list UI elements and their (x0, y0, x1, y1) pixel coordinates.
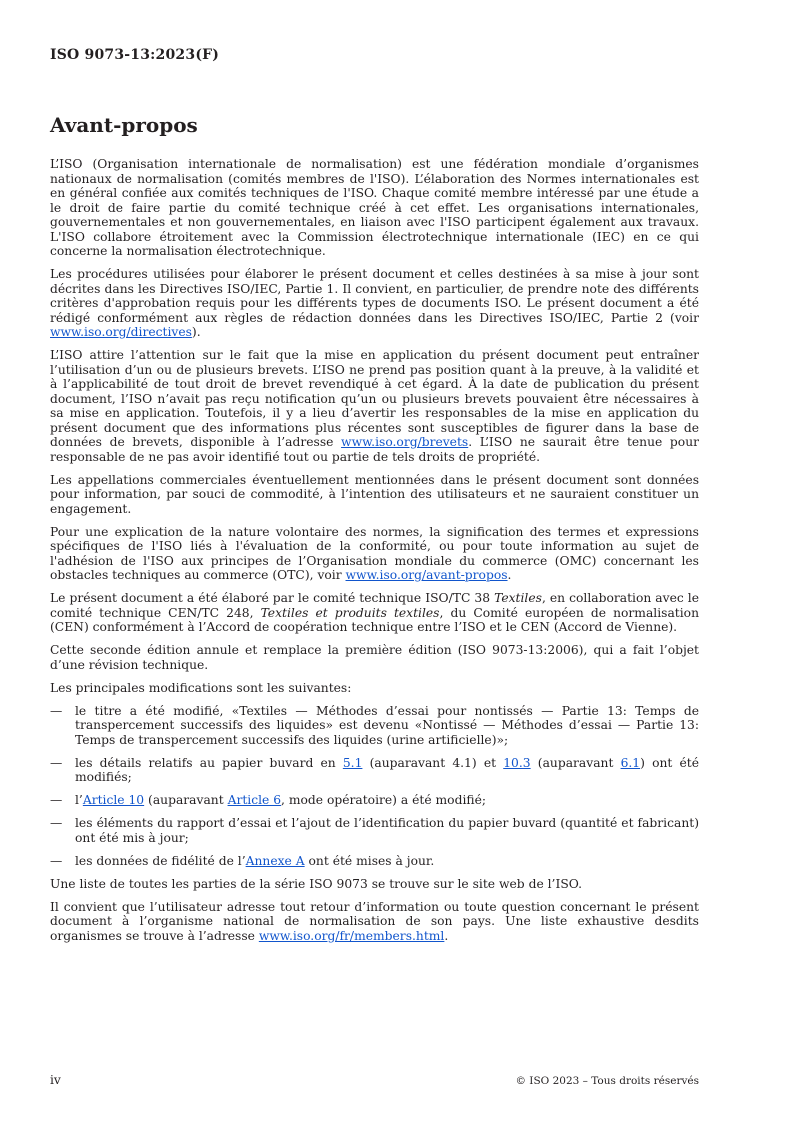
list-item-text (75, 854, 699, 869)
paragraph-voluntary-nature (50, 525, 699, 583)
foreword-link[interactable]: www.iso.org/avant-propos (345, 568, 508, 582)
paragraph-committee (50, 591, 699, 635)
paragraph-trade-names: Les appellations commerciales éventuellement mentionnées dans le présent document sont données pour information, par souci de commodité, à l’intention des utilisateurs et ne sauraient constituer un engagement. (50, 472, 699, 516)
patents-link[interactable]: www.iso.org/brevets (341, 435, 469, 449)
list-text-part: , mode opératoire) a été modifié; (281, 793, 487, 807)
clause-6-1-link[interactable]: 6.1 (620, 755, 641, 770)
members-link[interactable]: www.iso.org/fr/members.html (258, 928, 445, 943)
list-item-text (75, 756, 699, 785)
document-id: ISO 9073-13:2023(F) (50, 47, 220, 63)
paragraph-text: ). (191, 325, 201, 339)
paragraph-procedures (50, 267, 699, 340)
list-dash: — (50, 793, 63, 807)
clause-10-3-link[interactable]: 10.3 (503, 755, 531, 770)
list-dash: — (50, 755, 63, 770)
list-text-part: les données de fidélité de l’ (75, 853, 246, 868)
page-number: iv (50, 1073, 61, 1087)
paragraph-edition: Cette seconde édition annule et remplace la première édition (ISO 9073-13:2006), qui a fait l’objet d’une révision technique. (50, 643, 699, 672)
list-item (50, 793, 699, 808)
clause-5-1-link[interactable]: 5.1 (342, 755, 363, 770)
list-item (50, 854, 699, 869)
paragraph-text: Pour une explication de la nature volontaire des normes, la signification des termes et expressions spécifiques de l'ISO liés à l'évaluation de la conformité, ou pour toute information au sujet de l'adhésion de l'ISO aux principes de l’Organisation mondiale du commerce (OMC) concernant les obstacles techniques au commerce (OTC), voir (50, 524, 699, 582)
list-text-part: (auparavant 4.1) et (362, 755, 504, 770)
list-text-part: l’ (75, 793, 83, 807)
list-dash: — (50, 853, 63, 868)
list-text-part: (auparavant (144, 793, 228, 807)
committee-name: Textiles et produits textiles (260, 605, 440, 620)
paragraph-feedback (50, 900, 699, 944)
foreword-body (50, 157, 699, 952)
paragraph-text: Le présent document a été élaboré par le comité technique ISO/TC 38 (50, 591, 495, 605)
list-item (50, 704, 699, 748)
paragraph-text: L’ISO attire l’attention sur le fait que la mise en application du présent document peut entraîner l’utilisation d’un ou de plusieurs brevets. L’ISO ne prend pas position quant à la preuve, à la validité et à l’applicabilité de tout droit de brevet revendiqué à cet égard. À la date de publication du présent document, l’ISO n’avait pas reçu notification qu’un ou plusieurs brevets pouvaient être nécessaires à sa mise en application. Toutefois, il y a lieu d’avertir les responsables de la mise en application du présent document que des informations plus récentes sont susceptibles de figurer dans la base de données de brevets, disponible à l’adresse (50, 348, 699, 449)
annex-a-link[interactable]: Annexe A (245, 853, 305, 868)
list-item-text (75, 793, 699, 808)
paragraph-changes-intro: Les principales modifications sont les suivantes: (50, 680, 352, 695)
list-text-part: (auparavant (530, 755, 621, 770)
paragraph-patents (50, 348, 699, 464)
list-item-text: les éléments du rapport d’essai et l’ajout de l’identification du papier buvard (quantité et fabricant) ont été mis à jour; (75, 816, 699, 845)
paragraph-iso-intro: L’ISO (Organisation internationale de normalisation) est une fédération mondiale d’organismes nationaux de normalisation (comités membres de l'ISO). L’élaboration des Normes internationales est en général confiée aux comités techniques de l'ISO. Chaque comité membre intéressé par une étude a le droit de faire partie du comité technique créé à cet effet. Les organisations internationales, gouvernementales et non gouvernementales, en liaison avec l'ISO participent également aux travaux. L'ISO collabore étroitement avec la Commission électrotechnique internationale (IEC) en ce qui concerne la normalisation électrotechnique. (50, 157, 699, 258)
list-dash: — (50, 703, 63, 718)
paragraph-text: , en collaboration avec le comité technique CEN/TC 248, (50, 591, 699, 620)
paragraph-text: . (444, 928, 449, 943)
committee-name: Textiles (494, 591, 542, 605)
list-item (50, 816, 699, 845)
paragraph-text: , du Comité européen de normalisation (CEN) conformément à l’Accord de coopération technique entre l’ISO et le CEN (Accord de Vienne). (50, 605, 699, 634)
page-title: Avant-propos (50, 113, 198, 137)
list-text-part: ont été mises à jour. (304, 853, 435, 868)
paragraph-text: . (507, 568, 512, 582)
directives-link[interactable]: www.iso.org/directives (50, 325, 192, 339)
paragraph-series-list: Une liste de toutes les parties de la série ISO 9073 se trouve sur le site web de l’ISO. (50, 876, 583, 891)
list-text-part: les détails relatifs au papier buvard en (75, 755, 343, 770)
paragraph-text: Les procédures utilisées pour élaborer le présent document et celles destinées à sa mise à jour sont décrites dans les Directives ISO/IEC, Partie 1. Il convient, en particulier, de prendre note des différents critères d'approbation requis pour les différents types de documents ISO. Le présent document a été rédigé conformément aux règles de rédaction données dans les Directives ISO/IEC, Partie 2 (voir (50, 267, 699, 325)
list-item (50, 756, 699, 785)
article-6-link[interactable]: Article 6 (227, 793, 282, 807)
copyright-notice: © ISO 2023 – Tous droits réservés (515, 1075, 699, 1087)
paragraph-text: Il convient que l’utilisateur adresse tout retour d’information ou toute question concernant le présent document à l’organisme national de normalisation de son pays. Une liste exhaustive desdits organismes se trouve à l’adresse (50, 899, 699, 943)
article-10-link[interactable]: Article 10 (82, 793, 145, 807)
list-dash: — (50, 816, 63, 830)
list-text-part: ) ont été modifiés; (75, 755, 700, 784)
paragraph-text: . L’ISO ne saurait être tenue pour responsable de ne pas avoir identifié tout ou partie de tels droits de propriété. (50, 435, 699, 464)
list-item-text: le titre a été modifié, «Textiles — Méthodes d’essai pour nontissés — Partie 13: Temps de transpercement successifs des liquides» est devenu «Nontissé — Méthodes d’essai — Partie 13: Temps de transpercement successifs des liquides (urine artificielle)»; (75, 703, 699, 747)
